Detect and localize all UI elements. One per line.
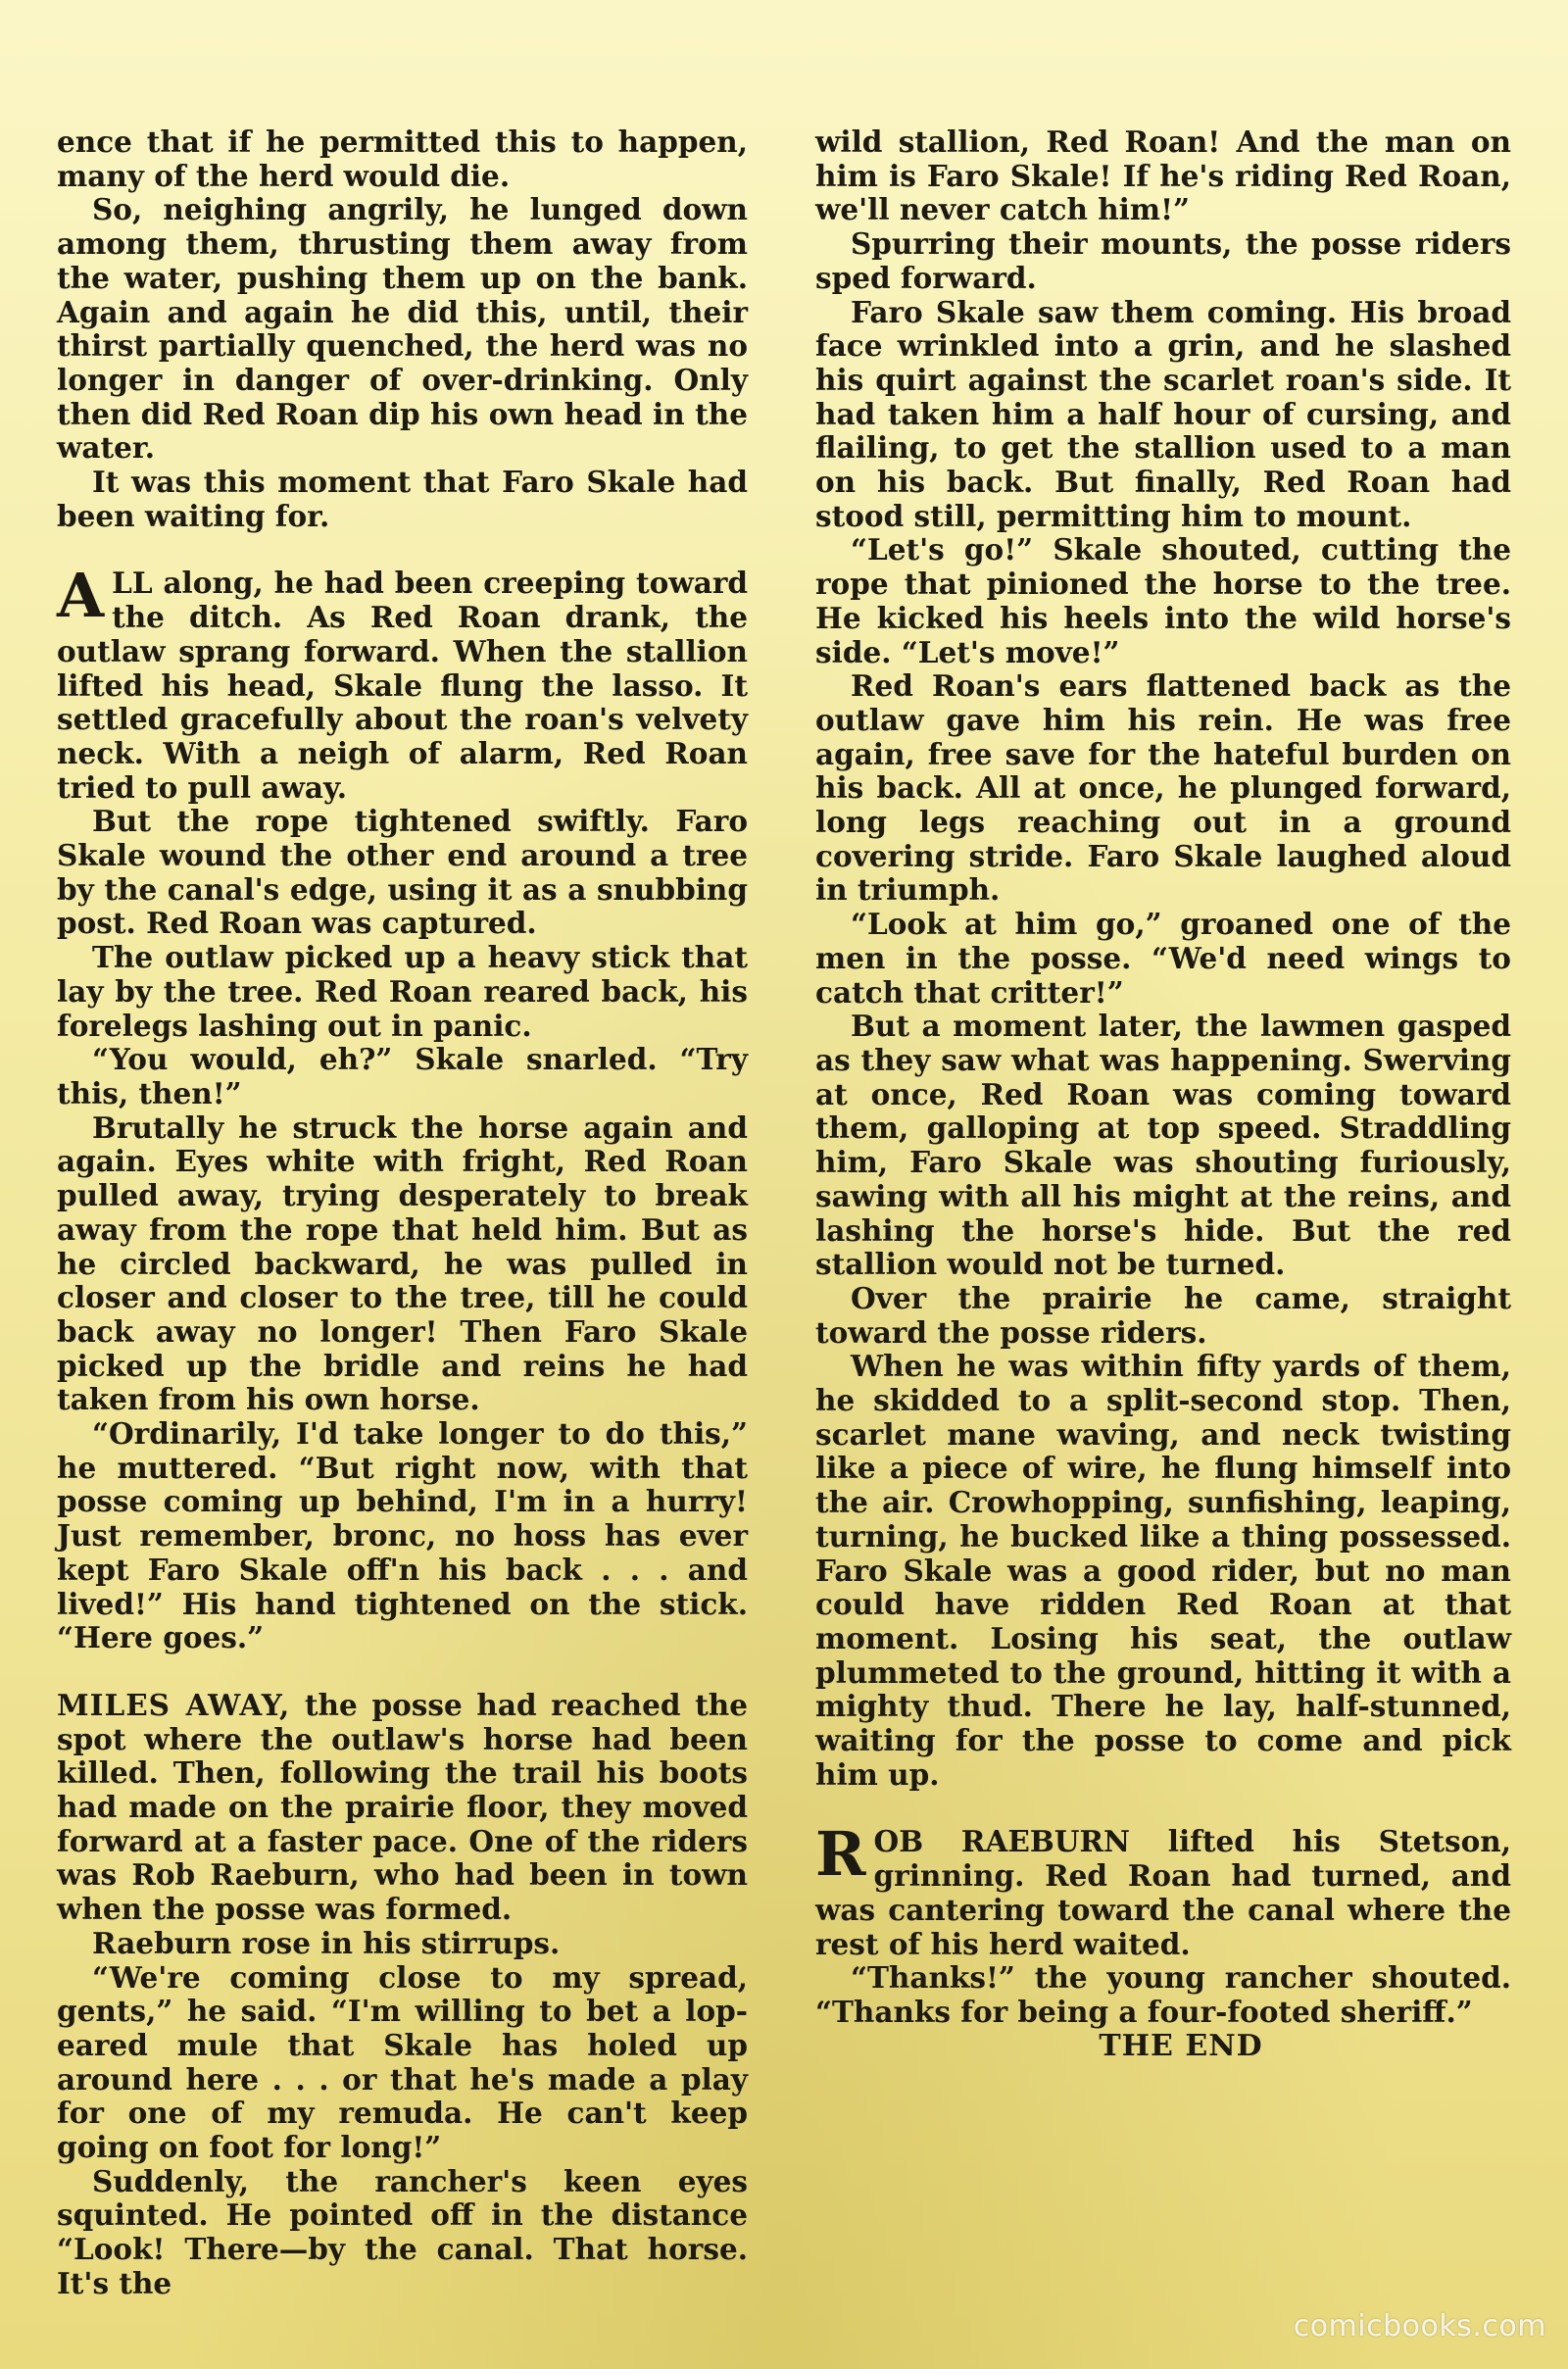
paragraph: “Let's go!” Skale shouted, cutting the rope that pinioned the horse to the tree. He kicked his heels into the wild horse's side. “Let's move!” [815, 532, 1511, 669]
right-text-column [815, 125, 1511, 2063]
paragraph: Brutally he struck the horse again and again. Eyes white with fright, Red Roan pulled away, trying desperately to break away from the rope that held him. But as he circled backward, he was pulled in closer and closer to the tree, till he could back away no longer! Then Faro Skale picked up the bridle and reins he had taken from his own horse. [57, 1110, 748, 1417]
paragraph: “Thanks!” the young rancher shouted. “Thanks for being a four-footed sheriff.” [815, 1960, 1511, 2029]
paragraph: “Look at him go,” groaned one of the men in the posse. “We'd need wings to catch that critter!” [815, 907, 1511, 1010]
paragraph: Over the prairie he came, straight toward the posse riders. [815, 1280, 1511, 1350]
section-lead-words: MILES AWAY, [57, 1687, 291, 1722]
paragraph: Red Roan's ears flattened back as the outlaw gave him his rein. He was free again, free save for the hateful burden on his back. All at once, he plunged forward, long legs reaching out in a ground covering stride. Faro Skale laughed aloud in triumph. [815, 668, 1511, 908]
drop-cap-letter: A [57, 560, 105, 632]
paragraph: The outlaw picked up a heavy stick that lay by the tree. Red Roan reared back, his forelegs lashing out in panic. [57, 940, 748, 1043]
site-watermark: comicbooks.com [1293, 2309, 1546, 2344]
paragraph: Faro Skale saw them coming. His broad face wrinkled into a grin, and he slashed his quirt against the scarlet roan's side. It had taken him a half hour of cursing, and flailing, to get the stallion used to a man on his back. But finally, Red Roan had stood still, permitting him to mount. [815, 294, 1511, 533]
left-text-column [57, 125, 748, 2301]
section-opening-paragraph [57, 1689, 748, 1927]
paragraph: But a moment later, the lawmen gasped as they saw what was happening. Swerving at once, Red Roan was coming toward them, galloping at top speed. Straddling him, Faro Skale was shouting furiously, sawing with all his might at the reins, and lashing the horse's hide. But the red stallion would not be turned. [815, 1009, 1511, 1282]
paragraph: “We're coming close to my spread, gents,” he said. “I'm willing to bet a lop-eared mule that Skale has holed up around here . . . or that he's made a play for one of my remuda. He can't keep going on foot for long!” [57, 1959, 748, 2165]
paragraph-text: the posse had reached the spot where the outlaw's horse had been killed. Then, following the trail his boots had made on the prairie floor, they moved forward at a faster pace. One of the riders was Rob Raeburn, who had been in town when the posse was formed. [57, 1687, 748, 1927]
paragraph: When he was within fifty yards of them, he skidded to a split-second stop. Then, scarlet mane waving, and neck twisting like a piece of wire, he flung himself into the air. Crowhopping, sunfishing, leaping, turning, he bucked like a thing possessed. Faro Skale was a good rider, but no man could have ridden Red Roan at that moment. Losing his seat, the outlaw plummeted to the ground, hitting it with a mighty thud. There he lay, half-stunned, waiting for the posse to come and pick him up. [815, 1349, 1511, 1792]
drop-cap-letter: R [815, 1818, 866, 1891]
the-end-label: THE END [1099, 2028, 1263, 2063]
paragraph: “Ordinarily, I'd take longer to do this,” he muttered. “But right now, with that posse coming up behind, I'm in a hurry! Just remember, bronc, no hoss has ever kept Faro Skale off'n his back . . . and lived!” His hand tightened on the stick. “Here goes.” [57, 1416, 748, 1655]
paragraph: It was this moment that Faro Skale had been waiting for. [57, 465, 748, 533]
paragraph: ence that if he permitted this to happen, many of the herd would die. [57, 124, 748, 193]
paragraph: Suddenly, the rancher's keen eyes squinted. He pointed off in the distance “Look! There—by the canal. That horse. It's the [57, 2163, 748, 2300]
section-opening-paragraph [57, 560, 748, 805]
paragraph: “You would, eh?” Skale snarled. “Try this, then!” [57, 1042, 748, 1110]
paragraph: But the rope tightened swiftly. Faro Skale wound the other end around a tree by the canal's edge, using it as a snubbing post. Red Roan was captured. [57, 804, 748, 941]
paragraph: Raeburn rose in his stirrups. [92, 1925, 561, 1960]
paragraph: So, neighing angrily, he lunged down among them, thrusting them away from the water, pushing them up on the bank. Again and again he did this, until, their thirst partially quenched, the herd was no longer in danger of over-drinking. Only then did Red Roan dip his own head in the water. [57, 192, 748, 466]
paragraph-text: OB RAEBURN lifted his Stetson, grinning. Red Roan had turned, and was cantering toward the canal where the rest of his herd waited. [815, 1824, 1511, 1961]
paragraph: Spurring their mounts, the posse riders sped forward. [815, 226, 1511, 295]
paragraph: wild stallion, Red Roan! And the man on him is Faro Skale! If he's riding Red Roan, we'll never catch him!” [815, 124, 1511, 227]
paragraph-text: LL along, he had been creeping toward the ditch. As Red Roan drank, the outlaw sprang forward. When the stallion lifted his head, Skale flung the lasso. It settled gracefully about the roan's velvety neck. With a neigh of alarm, Red Roan tried to pull away. [57, 566, 748, 805]
section-opening-paragraph [815, 1818, 1511, 1961]
